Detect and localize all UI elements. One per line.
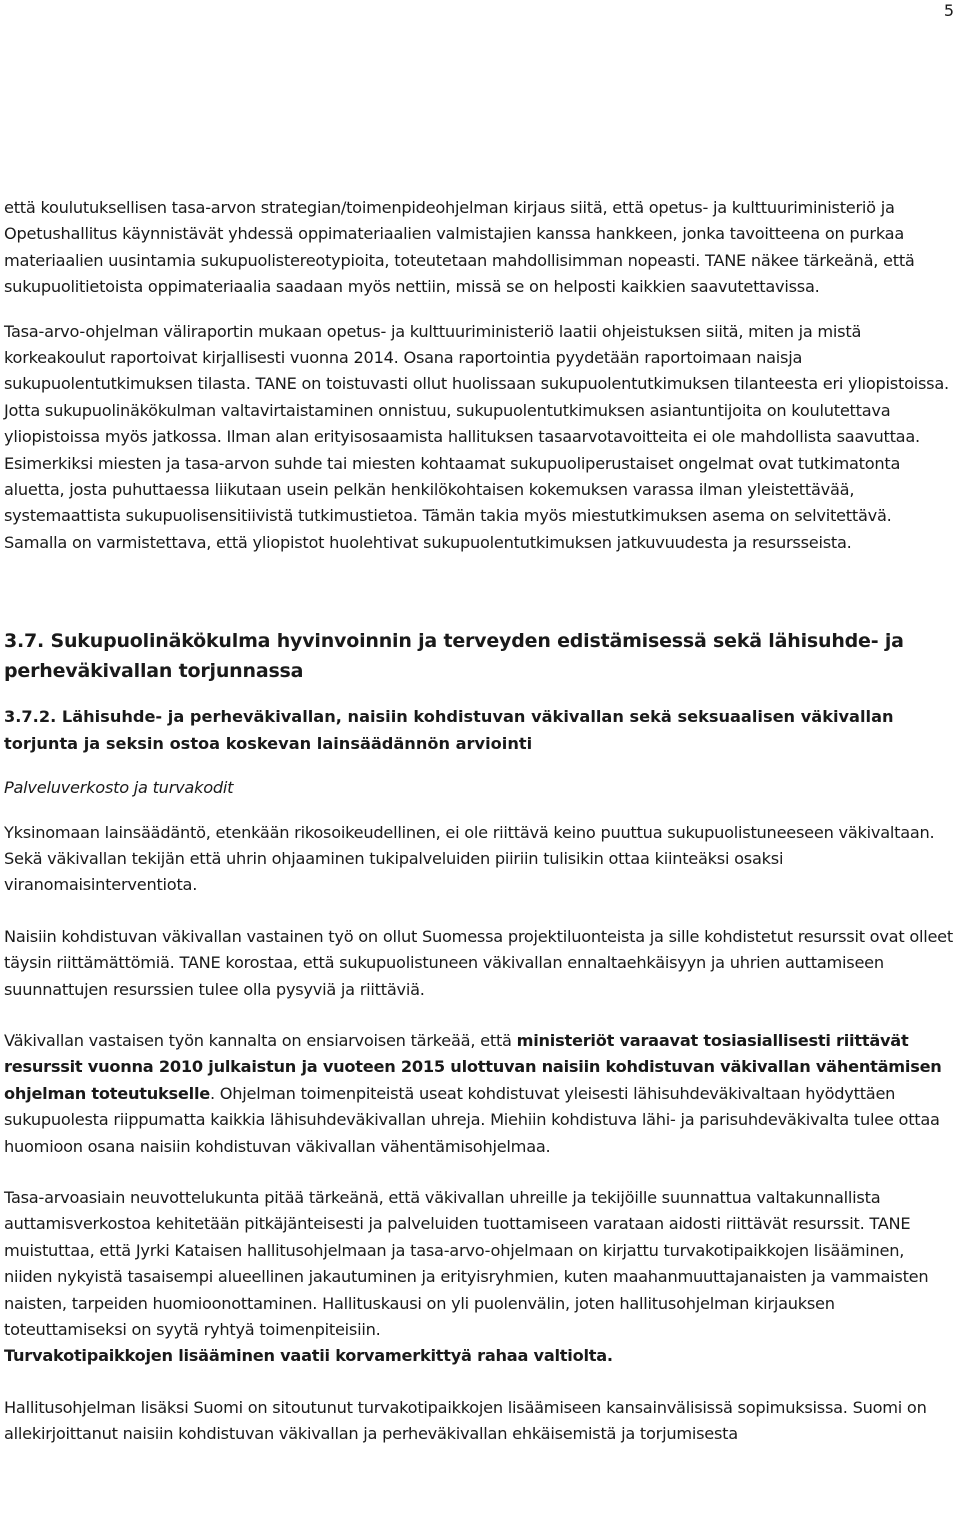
bold-emphasis: ministeriöt varaavat tosiasiallisesti riittävät resurssit vuonna 2010 julkaistun ja vuoteen 2015 ulottuvan naisiin kohdistuvan väkivallan vähentämisen ohjelman toteutukselle bbox=[4, 1030, 942, 1103]
section-heading-3-7-2: 3.7.2. Lähisuhde- ja perheväkivallan, naisiin kohdistuvan väkivallan sekä seksuaalisen väkivallan torjunta ja seksin ostoa koskevan lainsäädännön arviointi bbox=[4, 707, 894, 753]
page-number: 5 bbox=[943, 1, 954, 20]
section-heading-3-7: 3.7. Sukupuolinäkökulma hyvinvoinnin ja terveyden edistämisessä sekä lähisuhde- ja perheväkivallan torjunnassa bbox=[4, 630, 904, 683]
paragraph-oppimateriaalit: että koulutuksellisen tasa-arvon strategian/toimenpideohjelman kirjaus siitä, että opetus- ja kulttuuriministeriö ja Opetushallitus käynnistävät yhdessä oppimateriaalien valmistajien kanssa hankkeen, jonka tavoitteena on purkaa materiaalien uusintamia sukupuolistereotypioita, toteutetaan mahdollisimman nopeasti. TANE näkee tärkeänä, että sukupuolitietoista oppimateriaalia saadaan myös nettiin, missä se on helposti kaikkien saavutettavissa. bbox=[4, 198, 915, 297]
paragraph-sopimukset: Hallitusohjelman lisäksi Suomi on sitoutunut turvakotipaikkojen lisäämiseen kansainvälisissä sopimuksissa. Suomi on allekirjoittanut naisiin kohdistuvan väkivallan ja perheväkivallan ehkäisemistä ja torjumisesta bbox=[4, 1397, 927, 1444]
paragraph-sukupuolentutkimus: Tasa-arvo-ohjelman väliraportin mukaan opetus- ja kulttuuriministeriö laatii ohjeistuksen siitä, miten ja mistä korkeakoulut raportoivat kirjallisesti vuonna 2014. Osana raportointia pyydetään raportoimaan naisja sukupuolentutkimuksen tilasta. TANE on toistuvasti ollut huolissaan sukupuolentutkimuksen tilanteesta eri yliopistoissa. Jotta sukupuolinäkökulman valtavirtaistaminen onnistuu, sukupuolentutkimuksen asiantuntijoita on koulutettava yliopistoissa myös jatkossa. Ilman alan erityisosaamista hallituksen tasaarvotavoitteita ei ole mahdollista saavuttaa. Esimerkiksi miesten ja tasa-arvon suhde tai miesten kohtaamat sukupuoliperustaiset ongelmat ovat tutkimatonta aluetta, josta puhuttaessa liikutaan usein pelkän henkilökohtaisen kokemuksen varassa ilman yleistettävää, systemaattista sukupuolisensitiivistä tutkimustietoa. Tämän takia myös miestutkimuksen asema on selvitettävä. Samalla on varmistettava, että yliopistot huolehtivat sukupuolentutkimuksen jatkuvuudesta ja resursseista. bbox=[4, 321, 949, 552]
paragraph-ministeriot bbox=[4, 1028, 954, 1160]
paragraph-lainsaadanto: Yksinomaan lainsäädäntö, etenkään rikosoikeudellinen, ei ole riittävä keino puuttua sukupuolistuneeseen väkivaltaan. Sekä väkivallan tekijän että uhrin ohjaaminen tukipalveluiden piiriin tulisikin ottaa kiinteäksi osaksi viranomaisinterventiota. bbox=[4, 822, 935, 895]
text-span: . Ohjelman toimenpiteistä useat kohdistuvat yleisesti lähisuhdeväkivaltaan hyödyttäen sukupuolesta riippumatta kaikkia lähisuhdeväkivallan uhreja. Miehiin kohdistuva lähi- ja parisuhdeväkivalta tulee ottaa huomioon osana naisiin kohdistuvan väkivallan vähentämisohjelmaa. bbox=[4, 1083, 940, 1156]
subheading-palveluverkosto: Palveluverkosto ja turvakodit bbox=[4, 778, 234, 798]
text-span: Tasa-arvoasiain neuvottelukunta pitää tärkeänä, että väkivallan uhreille ja tekijöille suunnattua valtakunnallista auttamisverkostoa kehitetään pitkäjänteisesti ja palveluiden tuottamiseen varataan aidosti riittävät resurssit. TANE muistuttaa, että Jyrki Kataisen hallitusohjelmaan ja tasa-arvo-ohjelmaan on kirjattu turvakotipaikkojen lisääminen, niiden nykyistä tasaisempi alueellinen jakautuminen ja erityisryhmien, kuten maahanmuuttajanaisten ja vammaisten naisten, tarpeiden huomioonottaminen. Hallituskausi on yli puolenvälin, joten hallitusohjelman kirjauksen toteuttamiseksi on syytä ryhtyä toimenpiteisiin. bbox=[4, 1187, 929, 1339]
paragraph-resurssit: Naisiin kohdistuvan väkivallan vastainen työ on ollut Suomessa projektiluonteista ja sille kohdistetut resurssit ovat olleet täysin riittämättömiä. TANE korostaa, että sukupuolistuneen väkivallan ennaltaehkäisyyn ja uhrien auttamiseen suunnattujen resurssien tulee olla pysyviä ja riittäviä. bbox=[4, 926, 953, 999]
text-span: Väkivallan vastaisen työn kannalta on ensiarvoisen tärkeää, että bbox=[4, 1030, 517, 1050]
document-body bbox=[4, 195, 954, 1448]
bold-emphasis: Turvakotipaikkojen lisääminen vaatii korvamerkittyä rahaa valtiolta. bbox=[4, 1346, 613, 1366]
paragraph-turvakodit bbox=[4, 1185, 954, 1370]
